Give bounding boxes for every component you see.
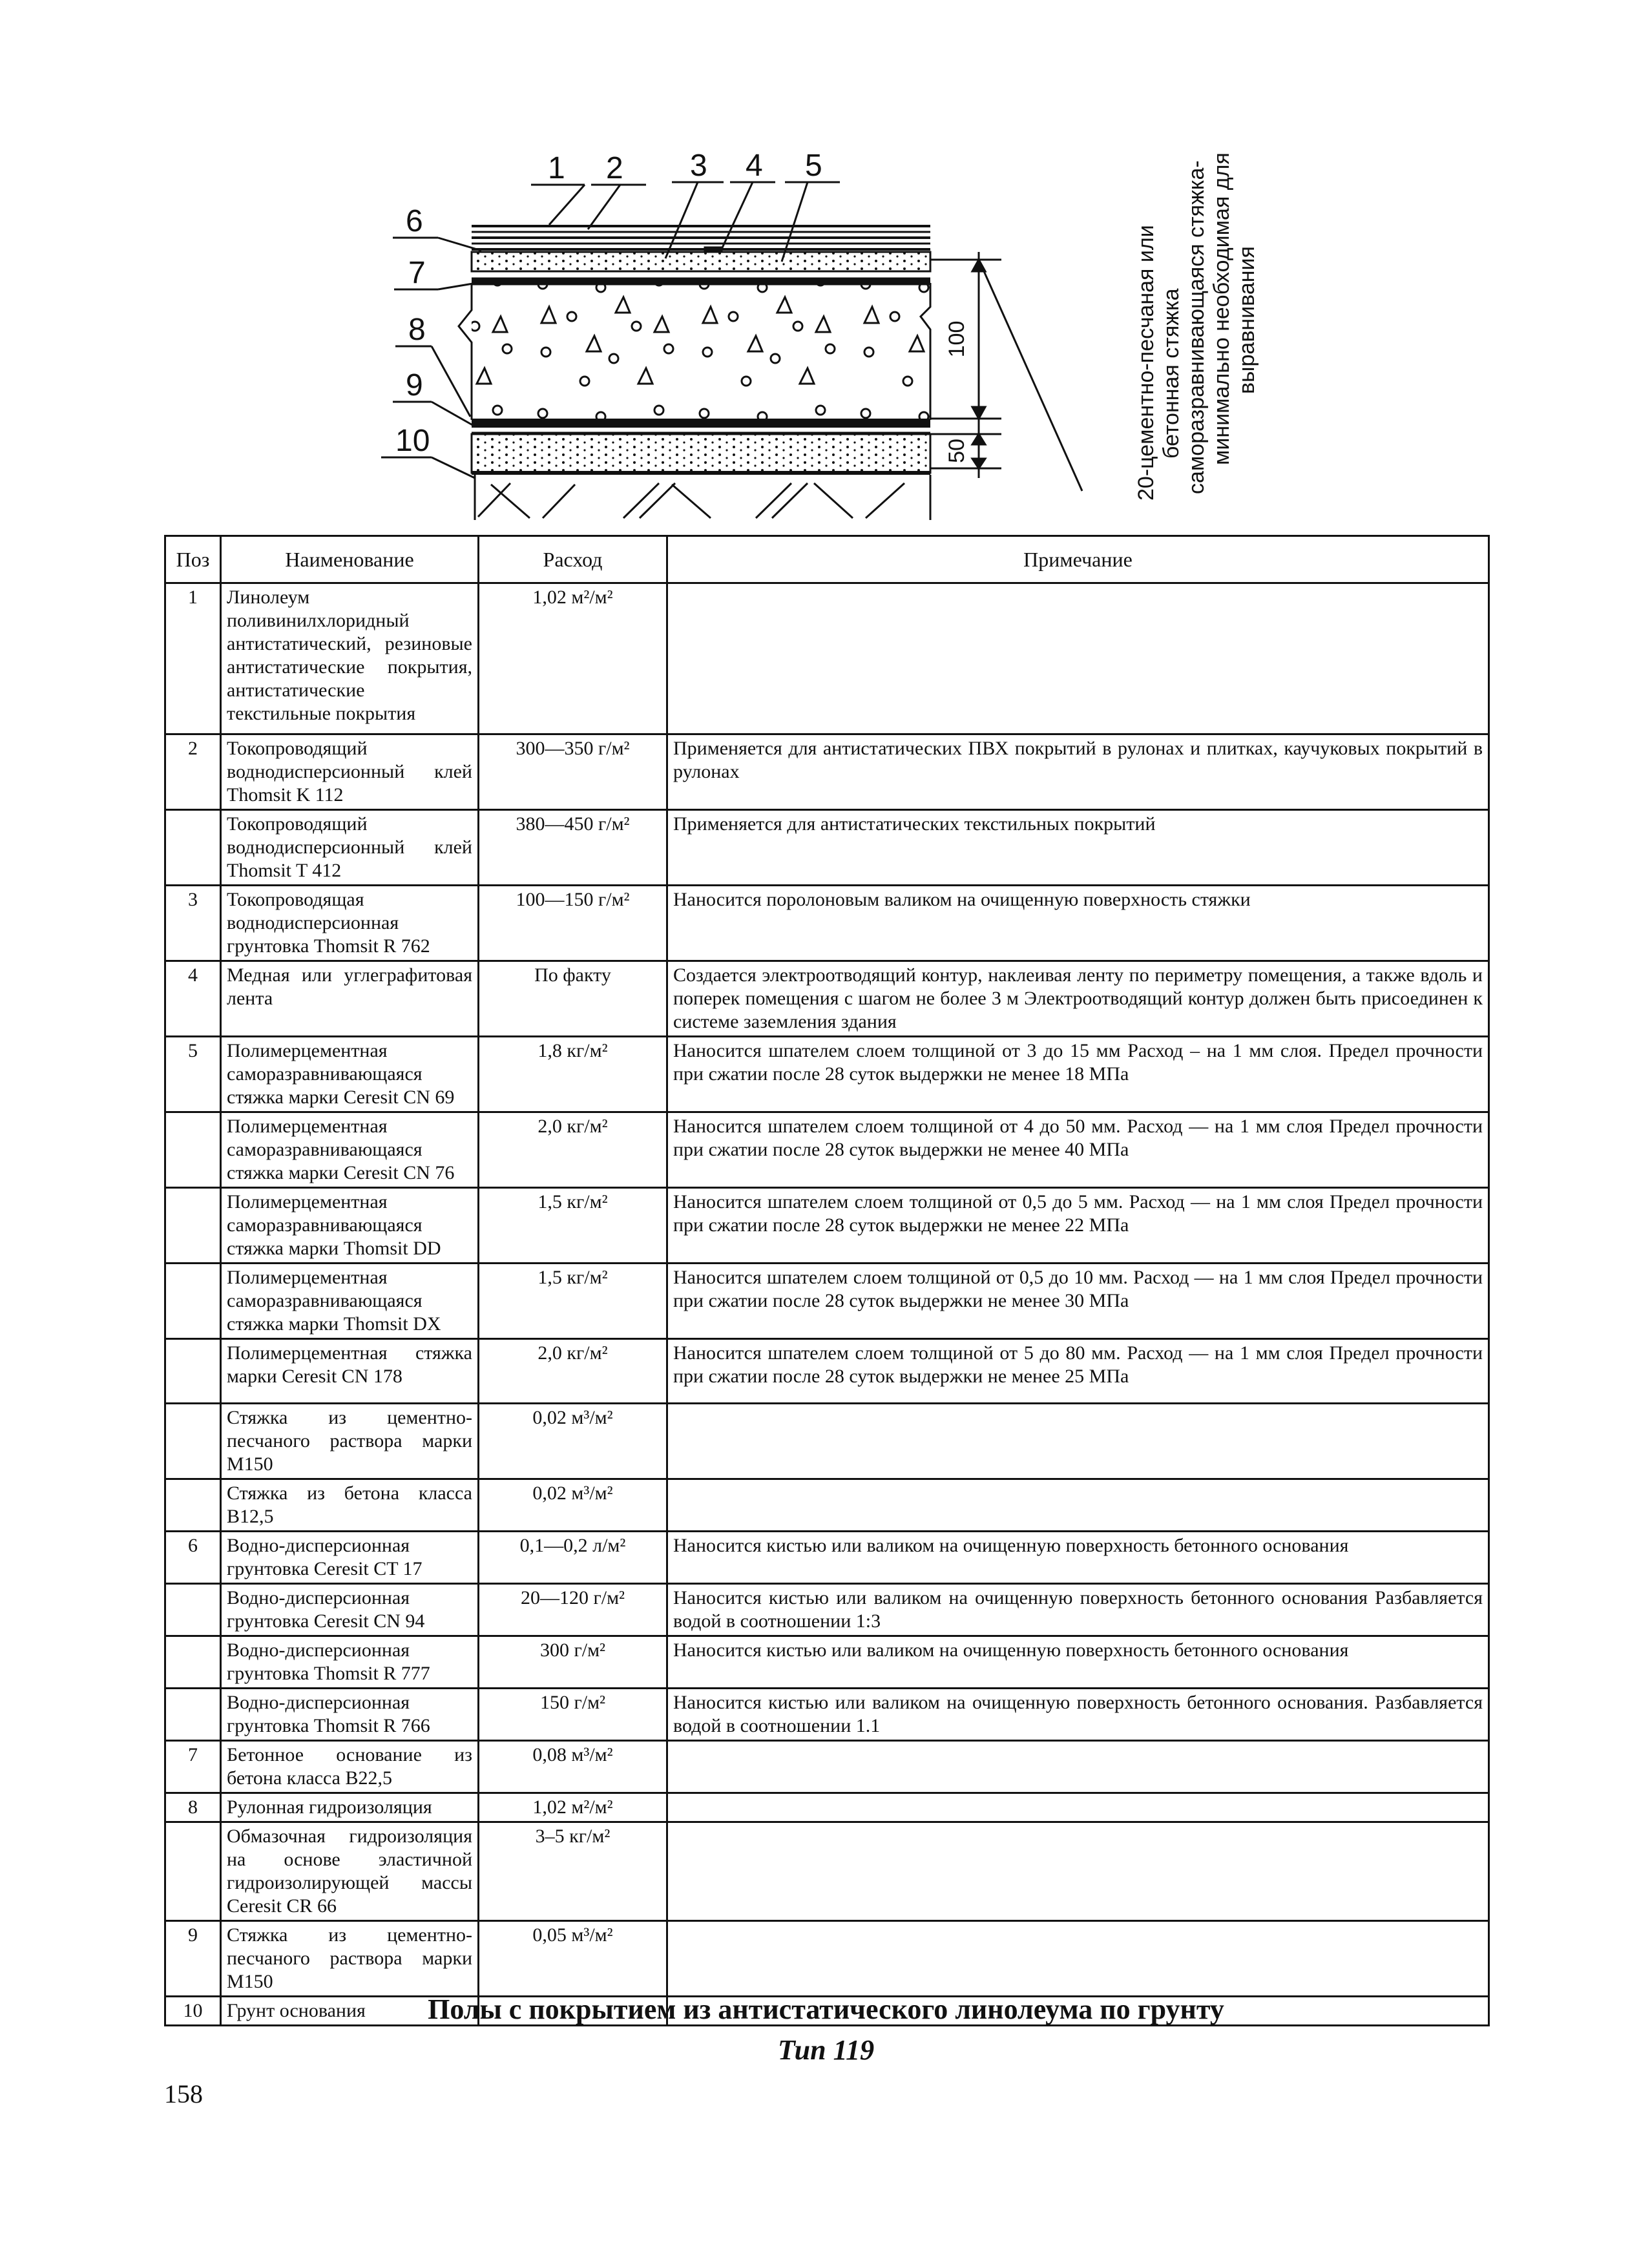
cell-name: Стяжка из бетона класса В12,5: [221, 1479, 479, 1532]
cell-rate: 1,5 кг/м²: [479, 1264, 667, 1339]
cell-name: Токопроводящая воднодисперсионная грунтовка Thomsit R 762: [221, 886, 479, 961]
screed-note-line-4: минимально необходимая для: [1209, 152, 1234, 465]
cell-name: Полимерцементная саморазравнивающаяся стяжка марки Ceresit CN 69: [221, 1037, 479, 1112]
table-row: [165, 583, 1489, 734]
cell-rate: 300—350 г/м²: [479, 734, 667, 810]
table-row: [165, 810, 1489, 886]
table-row: [165, 1636, 1489, 1689]
dimension-50: 50: [945, 439, 969, 463]
table-row: [165, 1404, 1489, 1479]
cell-pos: [165, 1404, 221, 1479]
cell-note: Наносится кистью или валиком на очищенную поверхность бетонного основания. Разбавляется водой в соотношении 1.1: [667, 1689, 1489, 1741]
cell-rate: 150 г/м²: [479, 1689, 667, 1741]
cell-rate: 380—450 г/м²: [479, 810, 667, 886]
header-rate: Расход: [479, 536, 667, 583]
cell-note: Наносится кистью или валиком на очищенную поверхность бетонного основания: [667, 1636, 1489, 1689]
cell-pos: [165, 1584, 221, 1636]
cell-name: Медная или углеграфитовая лента: [221, 961, 479, 1037]
cell-note: Наносится шпателем слоем толщиной от 0,5 до 5 мм. Расход — на 1 мм слоя Предел прочности при сжатии после 28 суток выдержки не менее 22 МПа: [667, 1188, 1489, 1264]
screed-note-line-2: бетонная стяжка: [1159, 288, 1184, 459]
cell-pos: 10: [165, 1997, 221, 2026]
cell-name: Рулонная гидроизоляция: [221, 1793, 479, 1822]
cell-rate: По факту: [479, 961, 667, 1037]
cell-rate: 0,02 м³/м²: [479, 1479, 667, 1532]
table-row: [165, 1921, 1489, 1997]
table-row: [165, 1479, 1489, 1532]
callout-5: 5: [805, 149, 822, 183]
cell-note: Наносится шпателем слоем толщиной от 0,5 до 10 мм. Расход — на 1 мм слоя Предел прочности при сжатии после 28 суток выдержки не менее 30 МПа: [667, 1264, 1489, 1339]
cell-rate: 0,02 м³/м²: [479, 1404, 667, 1479]
callout-8: 8: [408, 313, 426, 347]
screed-note-line-1: 20-цементно-песчаная или: [1134, 225, 1158, 501]
floor-section-drawing: [362, 142, 1331, 530]
table-header-row: [165, 536, 1489, 583]
cell-note: Наносится шпателем слоем толщиной от 5 до 80 мм. Расход — на 1 мм слоя Предел прочности при сжатии после 28 суток выдержки не менее 25 МПа: [667, 1339, 1489, 1404]
cell-note: [667, 583, 1489, 734]
cell-pos: 1: [165, 583, 221, 734]
cell-name: Полимерцементная саморазравнивающаяся стяжка марки Thomsit DX: [221, 1264, 479, 1339]
spec-table-body: [165, 583, 1489, 2026]
table-row: [165, 1741, 1489, 1793]
table-row: [165, 1188, 1489, 1264]
table-row: [165, 886, 1489, 961]
cell-pos: [165, 810, 221, 886]
bottom-screed-layer: [472, 434, 930, 473]
spec-table: [164, 535, 1490, 2026]
cell-note: Наносится кистью или валиком на очищенную поверхность бетонного основания: [667, 1532, 1489, 1584]
ground-hatch: [475, 475, 930, 520]
cell-rate: 0,1—0,2 л/м²: [479, 1532, 667, 1584]
screed-note-line-3: саморазравнивающаяся стяжка-: [1184, 160, 1209, 494]
cell-name: Полимерцементная саморазравнивающаяся стяжка марки Thomsit DD: [221, 1188, 479, 1264]
table-row: [165, 1037, 1489, 1112]
cell-pos: 4: [165, 961, 221, 1037]
cell-name: Водно-дисперсионная грунтовка Thomsit R 766: [221, 1689, 479, 1741]
cell-note: [667, 1793, 1489, 1822]
cell-rate: 1,02 м²/м²: [479, 583, 667, 734]
cell-name: Водно-дисперсионная грунтовка Thomsit R 777: [221, 1636, 479, 1689]
cell-name: Грунт основания: [221, 1997, 479, 2026]
cell-pos: 8: [165, 1793, 221, 1822]
cell-name: Стяжка из цементно-песчаного раствора марки М150: [221, 1404, 479, 1479]
table-row: [165, 961, 1489, 1037]
cell-note: [667, 1921, 1489, 1997]
cell-rate: 100—150 г/м²: [479, 886, 667, 961]
cell-note: Наносится шпателем слоем толщиной от 3 до 15 мм Расход – на 1 мм слоя. Предел прочности при сжатии после 28 суток выдержки не менее 18 МПа: [667, 1037, 1489, 1112]
callout-7: 7: [408, 256, 426, 290]
cell-name: Полимерцементная стяжка марки Ceresit CN 178: [221, 1339, 479, 1404]
table-row: [165, 1112, 1489, 1188]
cell-note: Применяется для антистатических ПВХ покрытий в рулонах и плитках, каучуковых покрытий в рулонах: [667, 734, 1489, 810]
cell-name: Линолеум поливинилхлоридный антистатический, резиновые антистатические покрытия, антистатические текстильные покрытия: [221, 583, 479, 734]
cell-pos: 5: [165, 1037, 221, 1112]
header-pos: Поз: [165, 536, 221, 583]
cell-note: Наносится шпателем слоем толщиной от 4 до 50 мм. Расход — на 1 мм слоя Предел прочности при сжатии после 28 суток выдержки не менее 40 МПа: [667, 1112, 1489, 1188]
table-row: [165, 1339, 1489, 1404]
cell-rate: 20—120 г/м²: [479, 1584, 667, 1636]
floor-section-svg: [362, 142, 1331, 530]
screed-layer: [472, 252, 930, 271]
figure-caption: Полы с покрытием из антистатического линолеума по грунту: [428, 1993, 1224, 2025]
linoleum-layers: [472, 226, 930, 251]
callout-6: 6: [406, 204, 423, 238]
cell-name: Токопроводящий воднодисперсионный клей Thomsit K 112: [221, 734, 479, 810]
table-row: [165, 734, 1489, 810]
cell-name: Стяжка из цементно-песчаного раствора марки М150: [221, 1921, 479, 1997]
cell-rate: 2,0 кг/м²: [479, 1339, 667, 1404]
cell-rate: 1,8 кг/м²: [479, 1037, 667, 1112]
cell-name: Бетонное основание из бетона класса В22,5: [221, 1741, 479, 1793]
cell-note: Применяется для антистатических текстильных покрытий: [667, 810, 1489, 886]
cell-pos: 6: [165, 1532, 221, 1584]
cell-pos: 3: [165, 886, 221, 961]
cell-pos: [165, 1188, 221, 1264]
cell-name: Водно-дисперсионная грунтовка Ceresit CN 94: [221, 1584, 479, 1636]
cell-note: Создается электроотводящий контур, наклеивая ленту по периметру помещения, а также вдоль и поперек помещения с шагом не более 3 м Электроотводящий контур должен быть присоединен к системе заземления здания: [667, 961, 1489, 1037]
cell-pos: 9: [165, 1921, 221, 1997]
cell-name: Полимерцементная саморазравнивающаяся стяжка марки Ceresit CN 76: [221, 1112, 479, 1188]
callout-1: 1: [548, 151, 565, 185]
cell-pos: 7: [165, 1741, 221, 1793]
table-row: [165, 1264, 1489, 1339]
cell-pos: [165, 1636, 221, 1689]
header-name: Наименование: [221, 536, 479, 583]
cell-pos: [165, 1112, 221, 1188]
callout-9: 9: [406, 368, 423, 402]
figure-subcaption: Тип 119: [777, 2034, 875, 2066]
waterproofing-layer: [472, 419, 930, 428]
cell-name: Водно-дисперсионная грунтовка Ceresit CT 17: [221, 1532, 479, 1584]
callout-3: 3: [690, 149, 707, 183]
table-row: [165, 1822, 1489, 1921]
callout-10: 10: [395, 424, 430, 458]
cell-rate: 1,02 м²/м²: [479, 1793, 667, 1822]
cell-note: [667, 1404, 1489, 1479]
cell-name: Обмазочная гидроизоляция на основе эластичной гидроизолирующей массы Ceresit CR 66: [221, 1822, 479, 1921]
cell-name: Токопроводящий воднодисперсионный клей Thomsit T 412: [221, 810, 479, 886]
table-row: [165, 1532, 1489, 1584]
cell-note: [667, 1822, 1489, 1921]
concrete-base: [472, 284, 930, 419]
cell-note: [667, 1479, 1489, 1532]
cell-pos: [165, 1689, 221, 1741]
dimension-100: 100: [945, 320, 969, 358]
callout-4: 4: [746, 149, 763, 183]
cell-rate: 2,0 кг/м²: [479, 1112, 667, 1188]
cell-note: Наносится кистью или валиком на очищенную поверхность бетонного основания Разбавляется водой в соотношении 1:3: [667, 1584, 1489, 1636]
cell-note: [667, 1741, 1489, 1793]
cell-pos: [165, 1479, 221, 1532]
screed-note-line-5: выравнивания: [1235, 246, 1259, 394]
cell-rate: 0,05 м³/м²: [479, 1921, 667, 1997]
cell-rate: 3–5 кг/м²: [479, 1822, 667, 1921]
cell-rate: 0,08 м³/м²: [479, 1741, 667, 1793]
table-row: [165, 1689, 1489, 1741]
callout-2: 2: [606, 151, 623, 185]
header-note: Примечание: [667, 536, 1489, 583]
cell-rate: 1,5 кг/м²: [479, 1188, 667, 1264]
cell-pos: 2: [165, 734, 221, 810]
cell-pos: [165, 1339, 221, 1404]
cell-note: Наносится поролоновым валиком на очищенную поверхность стяжки: [667, 886, 1489, 961]
table-row: [165, 1793, 1489, 1822]
cell-pos: [165, 1822, 221, 1921]
table-row: [165, 1584, 1489, 1636]
cell-pos: [165, 1264, 221, 1339]
cell-rate: 300 г/м²: [479, 1636, 667, 1689]
page-number: 158: [164, 2079, 203, 2108]
screed-note: [1134, 152, 1259, 501]
